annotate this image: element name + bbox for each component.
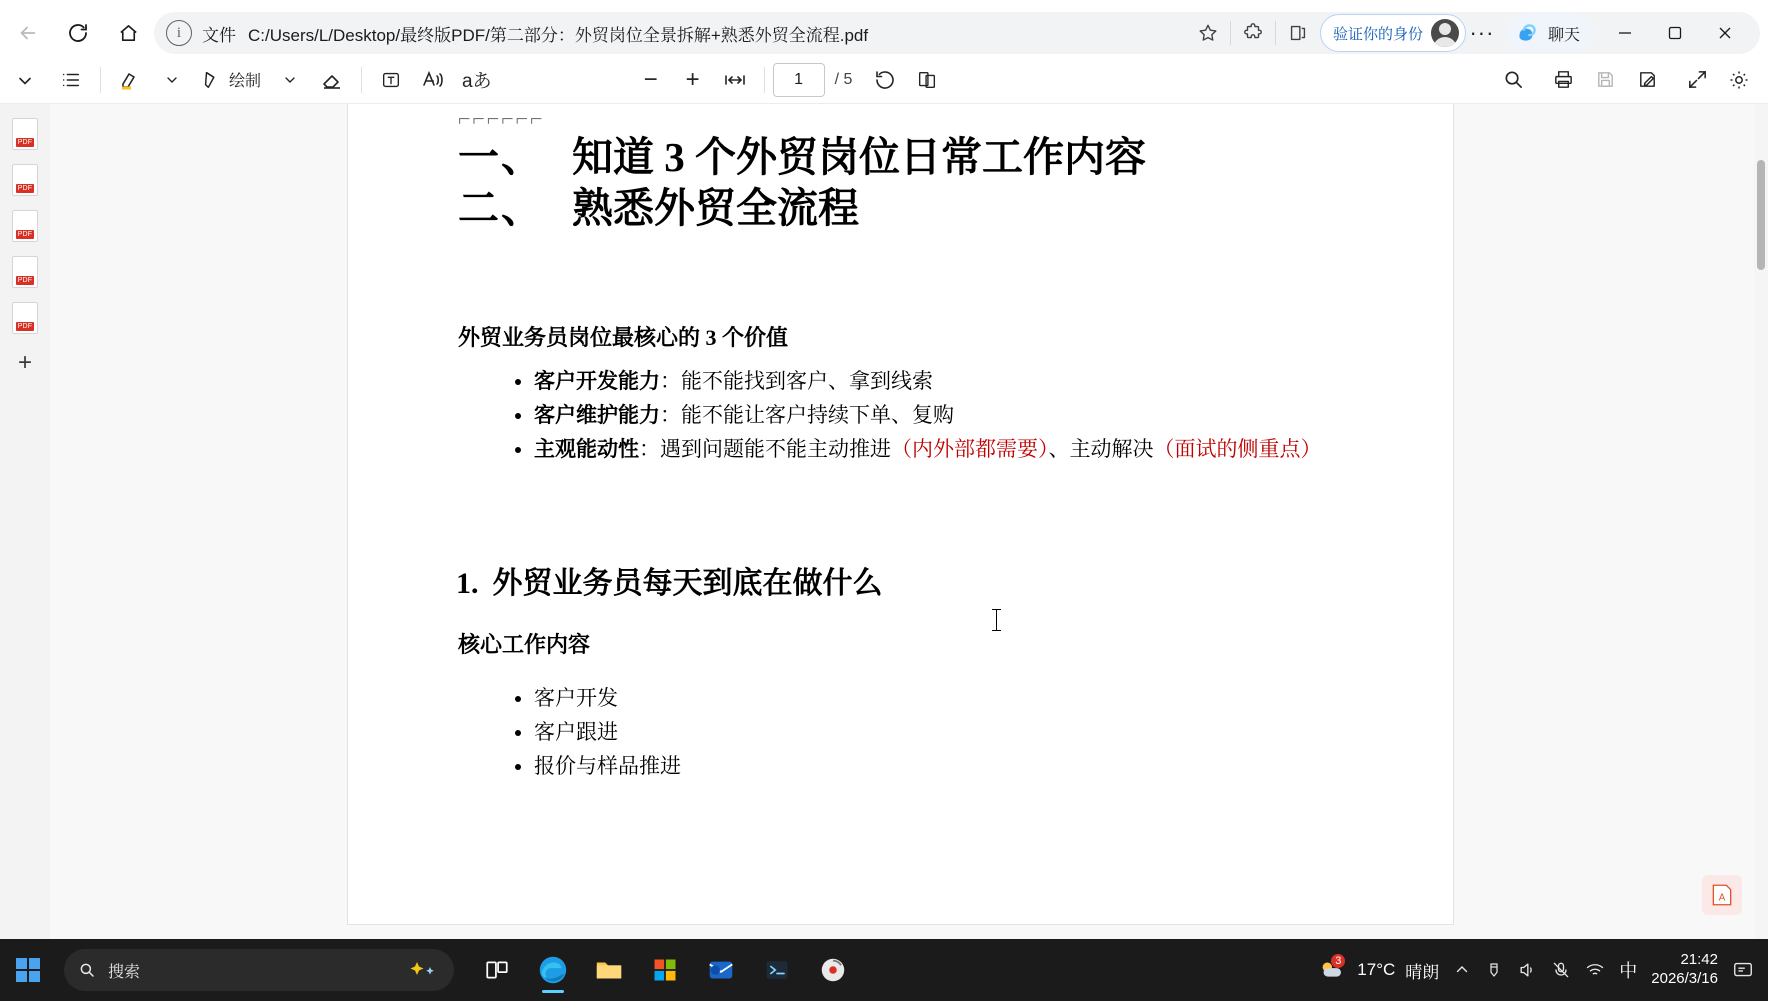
copilot-label: 聊天 bbox=[1547, 26, 1580, 44]
draw-dropdown-icon[interactable] bbox=[271, 61, 309, 99]
edge-icon[interactable] bbox=[528, 945, 578, 995]
doc-heading-2 bbox=[458, 183, 1343, 234]
search-icon[interactable] bbox=[1494, 61, 1532, 99]
windows-logo-icon bbox=[16, 958, 40, 982]
doc-heading-2-text: 熟悉外贸全流程 bbox=[572, 185, 859, 232]
address-bar[interactable] bbox=[154, 12, 1760, 54]
page-view-icon[interactable] bbox=[908, 61, 946, 99]
pdf-thumb-1[interactable] bbox=[12, 118, 38, 150]
value-item-1-rest: 能不能找到客户、拿到线索 bbox=[681, 368, 933, 393]
start-button[interactable] bbox=[0, 939, 56, 1001]
mic-muted-icon[interactable] bbox=[1551, 960, 1571, 980]
pdf-thumb-4-label: PDF bbox=[17, 277, 33, 284]
list-item: • 报价与样品推进 bbox=[534, 749, 1343, 783]
verify-identity-button[interactable] bbox=[1320, 14, 1466, 52]
puzzle-icon[interactable] bbox=[1237, 17, 1269, 49]
doc-heading-1 bbox=[458, 132, 1343, 183]
chevron-up-icon[interactable] bbox=[1453, 961, 1471, 979]
expand-icon[interactable] bbox=[1678, 61, 1716, 99]
taskbar-apps bbox=[472, 945, 858, 995]
toolbar-divider bbox=[1230, 21, 1231, 45]
pdf-page bbox=[348, 104, 1453, 924]
refresh-button[interactable] bbox=[56, 11, 100, 55]
weather-widget[interactable] bbox=[1317, 954, 1440, 983]
scrollbar-thumb[interactable] bbox=[1757, 160, 1765, 270]
search-icon bbox=[78, 961, 96, 979]
value-item-3-red-1: （内外部都需要） bbox=[891, 436, 1049, 461]
star-icon[interactable] bbox=[1192, 17, 1224, 49]
pdf-thumbnail-rail bbox=[0, 104, 50, 939]
print-icon[interactable] bbox=[1544, 61, 1582, 99]
doc-numbered-heading-text: 外贸业务员每天到底在做什么 bbox=[492, 566, 883, 600]
outlook-icon[interactable] bbox=[696, 945, 746, 995]
home-button[interactable] bbox=[106, 11, 150, 55]
verify-identity-label: 验证你的身份 bbox=[1332, 25, 1423, 43]
pen-icon bbox=[201, 69, 223, 91]
zoom-in-label: + bbox=[685, 65, 700, 93]
value-item-2-rest: 能不能让客户持续下单、复购 bbox=[681, 402, 954, 427]
address-file-label: 文件 bbox=[202, 25, 236, 45]
add-text-icon[interactable] bbox=[372, 61, 410, 99]
zoom-out-button[interactable] bbox=[632, 61, 670, 99]
ime-indicator[interactable]: 中 bbox=[1619, 961, 1638, 981]
read-aloud-icon[interactable] bbox=[414, 61, 452, 99]
pdf-thumb-5-label: PDF bbox=[17, 323, 33, 330]
taskbar-search[interactable] bbox=[64, 949, 454, 991]
address-url-text[interactable]: C:/Users/L/Desktop/最终版PDF/第二部分：外贸岗位全景拆解+熟悉外贸全流程.pdf bbox=[248, 25, 869, 45]
pdf-toolbar bbox=[0, 56, 1768, 104]
clipped-top-line: ⌐⌐⌐⌐⌐⌐ bbox=[458, 106, 545, 131]
more-options-icon[interactable] bbox=[1466, 17, 1498, 49]
window-controls bbox=[1600, 10, 1750, 56]
list-item bbox=[534, 364, 1343, 398]
doc-numbered-heading bbox=[456, 558, 1343, 602]
fit-width-icon[interactable] bbox=[716, 61, 754, 99]
value-item-1-bold: 客户开发能力 bbox=[534, 368, 660, 393]
acrobat-badge-icon[interactable] bbox=[1702, 875, 1742, 915]
system-tray bbox=[1317, 951, 1768, 989]
copilot-button[interactable] bbox=[1506, 14, 1594, 52]
value-item-2-sep: ： bbox=[660, 402, 681, 427]
task-view-icon[interactable] bbox=[472, 945, 522, 995]
add-thumbnail-label: + bbox=[17, 349, 32, 376]
weather-badge: 3 bbox=[1331, 954, 1345, 968]
toolbar-separator-3 bbox=[764, 67, 765, 93]
close-button[interactable] bbox=[1700, 10, 1750, 56]
doc-subsection-title: 核心工作内容 bbox=[458, 631, 591, 657]
highlight-icon[interactable] bbox=[111, 61, 149, 99]
media-icon[interactable] bbox=[808, 945, 858, 995]
maximize-button[interactable] bbox=[1650, 10, 1700, 56]
more-options-label: ··· bbox=[1469, 20, 1495, 45]
taskbar-search-label: 搜索 bbox=[108, 963, 141, 981]
pdf-thumb-1-label: PDF bbox=[17, 139, 33, 146]
taskbar-clock[interactable] bbox=[1651, 951, 1718, 989]
doc-heading-1-number: 一、 bbox=[458, 134, 544, 180]
value-item-3-red-2: （面试的侧重点） bbox=[1153, 436, 1322, 461]
page-number-value: 1 bbox=[794, 70, 804, 88]
value-item-3-mid: 、主动解决 bbox=[1048, 436, 1154, 461]
page-number-input[interactable] bbox=[773, 63, 825, 97]
notification-icon[interactable] bbox=[1732, 959, 1754, 981]
pdf-thumb-3-label: PDF bbox=[17, 231, 33, 238]
value-item-1-sep: ： bbox=[660, 368, 681, 393]
network-icon[interactable] bbox=[1585, 960, 1605, 980]
vertical-scrollbar[interactable] bbox=[1754, 104, 1768, 939]
file-explorer-icon[interactable] bbox=[584, 945, 634, 995]
value-item-3-sep: ： bbox=[639, 436, 660, 461]
minimize-button[interactable] bbox=[1600, 10, 1650, 56]
doc-value-list bbox=[458, 364, 1343, 466]
gear-icon[interactable] bbox=[1720, 61, 1758, 99]
avatar-icon[interactable] bbox=[1431, 19, 1459, 47]
translate-icon[interactable] bbox=[456, 61, 498, 99]
back-button[interactable] bbox=[6, 11, 50, 55]
pdf-thumb-4[interactable] bbox=[12, 256, 38, 288]
store-icon[interactable] bbox=[640, 945, 690, 995]
highlight-dropdown-icon[interactable] bbox=[153, 61, 191, 99]
eraser-icon[interactable] bbox=[313, 61, 351, 99]
clock-date: 2026/3/16 bbox=[1651, 970, 1718, 987]
page-count-label: / 5 bbox=[834, 70, 853, 88]
text-cursor bbox=[996, 609, 997, 631]
doc-work-list bbox=[458, 681, 1343, 783]
save-icon[interactable] bbox=[1586, 61, 1624, 99]
taskbar bbox=[0, 939, 1768, 1001]
value-item-2-bold: 客户维护能力 bbox=[534, 402, 660, 427]
toolbar-divider-2 bbox=[1275, 21, 1276, 45]
site-info-icon[interactable]: i bbox=[166, 20, 192, 46]
list-item: • 客户跟进 bbox=[534, 715, 1343, 749]
doc-numbered-heading-index: 1. bbox=[456, 566, 479, 600]
doc-section-title: 外贸业务员岗位最核心的 3 个价值 bbox=[458, 324, 789, 350]
pdf-viewport[interactable] bbox=[50, 104, 1768, 939]
value-item-3-bold: 主观能动性 bbox=[534, 436, 639, 461]
save-as-icon[interactable] bbox=[1628, 61, 1666, 99]
collections-icon[interactable] bbox=[1282, 17, 1314, 49]
pdf-thumb-5[interactable] bbox=[12, 302, 38, 334]
copilot-icon bbox=[1514, 20, 1540, 46]
add-thumbnail-button[interactable] bbox=[10, 348, 40, 378]
translate-label: aあ bbox=[462, 71, 492, 92]
draw-label: 绘制 bbox=[229, 73, 262, 90]
volume-icon[interactable] bbox=[1517, 960, 1537, 980]
toolbar-separator-2 bbox=[361, 67, 362, 93]
draw-button[interactable] bbox=[195, 61, 267, 99]
rotate-icon[interactable] bbox=[866, 61, 904, 99]
sparkle-icon[interactable] bbox=[406, 959, 440, 981]
pdf-thumb-3[interactable] bbox=[12, 210, 38, 242]
sidebar-collapse-button[interactable] bbox=[6, 62, 44, 100]
pen-icon[interactable] bbox=[1485, 961, 1503, 979]
value-item-3-rest: 遇到问题能不能主动推进 bbox=[660, 436, 891, 461]
clock-time: 21:42 bbox=[1680, 951, 1718, 969]
svg-text:A: A bbox=[1718, 892, 1726, 904]
toolbar-separator-1 bbox=[100, 67, 101, 93]
doc-heading-2-number: 二、 bbox=[458, 185, 544, 232]
list-icon[interactable] bbox=[52, 61, 90, 99]
weather-desc: 晴朗 bbox=[1405, 962, 1440, 982]
weather-temp: 17°C bbox=[1357, 960, 1396, 979]
doc-heading-1-text: 知道 3 个外贸岗位日常工作内容 bbox=[572, 134, 1146, 180]
list-item: • 客户开发 bbox=[534, 681, 1343, 715]
pdf-thumb-2-label: PDF bbox=[17, 185, 33, 192]
list-item bbox=[534, 398, 1343, 432]
zoom-out-label: − bbox=[643, 65, 658, 93]
zoom-in-button[interactable] bbox=[674, 61, 712, 99]
pdf-thumb-2[interactable] bbox=[12, 164, 38, 196]
terminal-icon[interactable] bbox=[752, 945, 802, 995]
list-item bbox=[534, 432, 1343, 466]
